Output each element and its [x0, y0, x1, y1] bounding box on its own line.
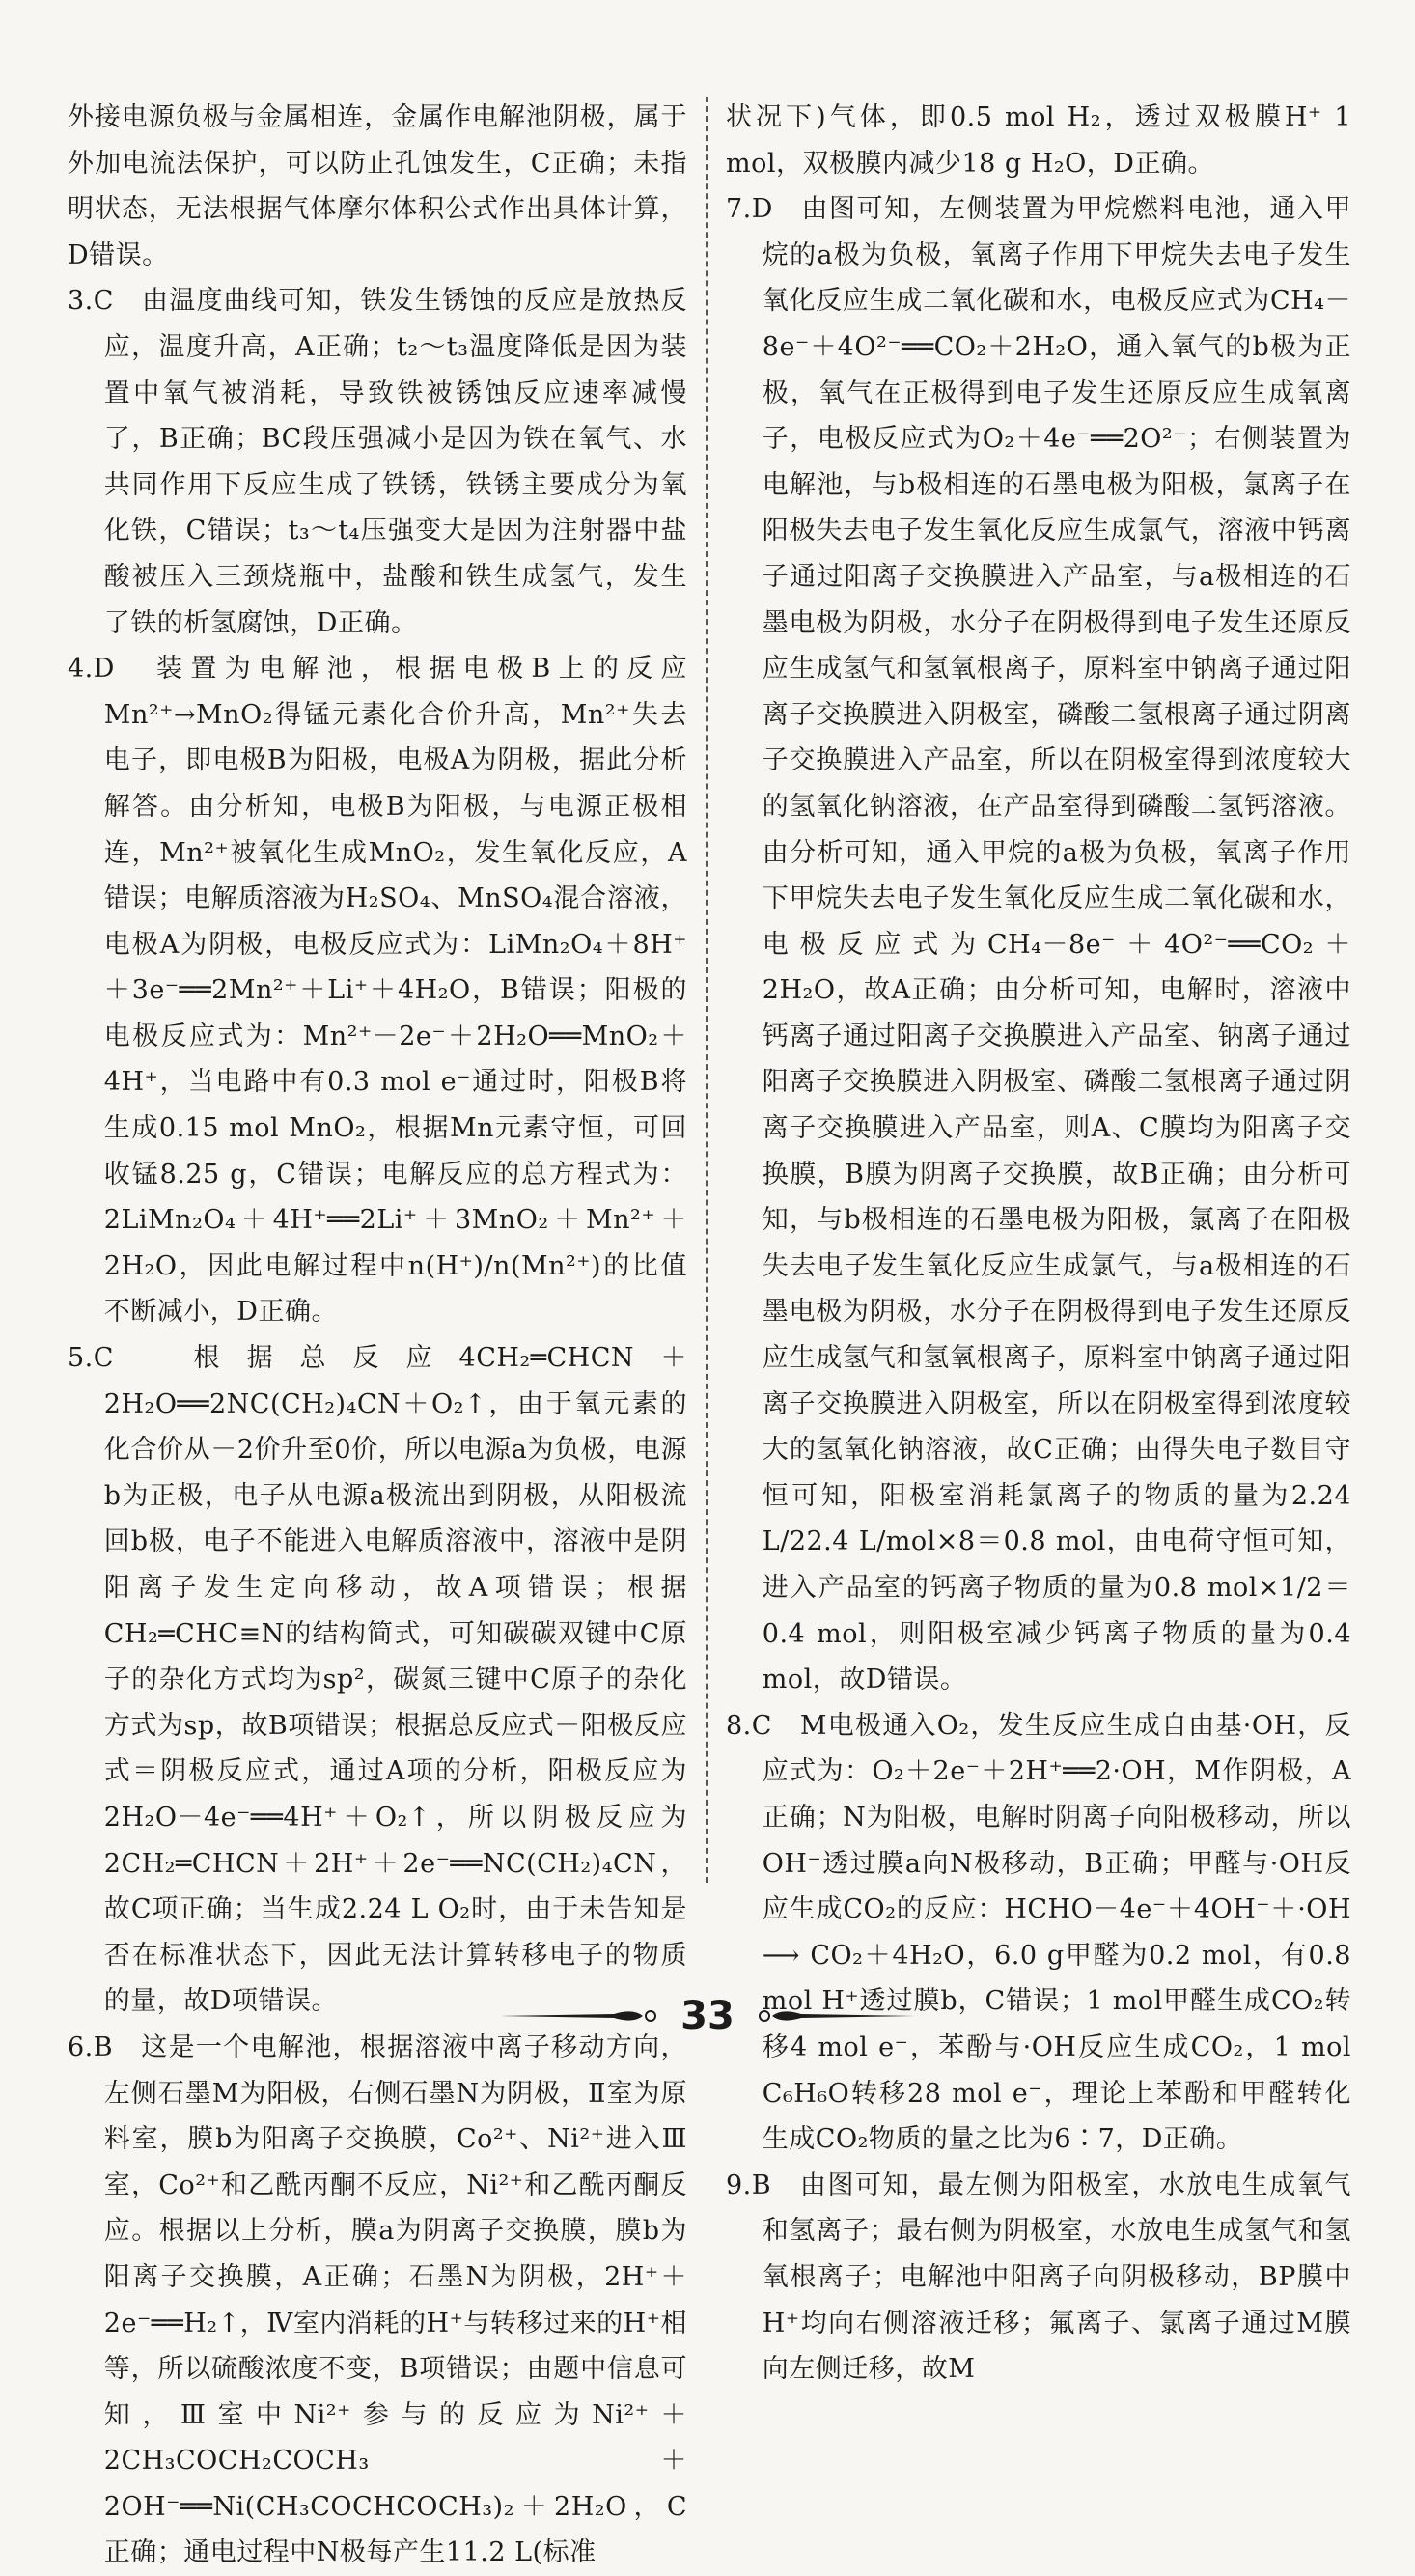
- answer-7: 7.D 由图可知，左侧装置为甲烷燃料电池，通入甲烷的a极为负极，氧离子作用下甲烷失去电子发生氧化反应生成二氧化碳和水，电极反应式为CH₄－8e⁻＋4O²⁻══CO₂＋2H₂O，通入氧气的b极为正极，氧气在正极得到电子发生还原反应生成氧离子，电极反应式为O₂＋4e⁻══2O²⁻；右侧装置为电解池，与b极相连的石墨电极为阳极，氯离子在阳极失去电子发生氧化反应生成氯气，溶液中钙离子通过阳离子交换膜进入产品室，与a极相连的石墨电极为阴极，水分子在阴极得到电子发生还原反应生成氢气和氢氧根离子，原料室中钠离子通过阳离子交换膜进入阴极室，磷酸二氢根离子通过阴离子交换膜进入产品室，所以在阴极室得到浓度较大的氢氧化钠溶液，在产品室得到磷酸二氢钙溶液。由分析可知，通入甲烷的a极为负极，氧离子作用下甲烷失去电子发生氧化反应生成二氧化碳和水，电极反应式为CH₄－8e⁻＋4O²⁻══CO₂＋2H₂O，故A正确；由分析可知，电解时，溶液中钙离子通过阳离子交换膜进入产品室、钠离子通过阳离子交换膜进入阴极室、磷酸二氢根离子通过阴离子交换膜进入产品室，则A、C膜均为阳离子交换膜，B膜为阴离子交换膜，故B正确；由分析可知，与b极相连的石墨电极为阳极，氯离子在阳极失去电子发生氧化反应生成氯气，与a极相连的石墨电极为阴极，水分子在阴极得到电子发生还原反应生成氢气和氢氧根离子，原料室中钠离子通过阳离子交换膜进入阴极室，所以在阴极室得到浓度较大的氢氧化钠溶液，故C正确；由得失电子数目守恒可知，阳极室消耗氯离子的物质的量为2.24 L/22.4 L/mol×8＝0.8 mol，由电荷守恒可知，进入产品室的钙离子物质的量为0.8 mol×1/2＝0.4 mol，则阳极室减少钙离子物质的量为0.4 mol，故D错误。: [726, 194, 1351, 1695]
- answer-6: 6.B 这是一个电解池，根据溶液中离子移动方向，左侧石墨M为阳极，右侧石墨N为阴极，Ⅱ室为原料室，膜b为阳离子交换膜，Co²⁺、Ni²⁺进入Ⅲ室，Co²⁺和乙酰丙酮不反应，Ni²⁺和乙酰丙酮反应。根据以上分析，膜a为阴离子交换膜，膜b为阳离子交换膜，A正确；石墨N为阴极，2H⁺＋2e⁻══H₂↑，Ⅳ室内消耗的H⁺与转移过来的H⁺相等，所以硫酸浓度不变，B项错误；由题中信息可知，Ⅲ室中Ni²⁺参与的反应为Ni²⁺＋2CH₃COCH₂COCH₃＋2OH⁻══Ni(CH₃COCHCOCH₃)₂＋2H₂O，C正确；通电过程中N极每产生11.2 L(标准: [68, 2031, 687, 2568]
- answer-continuation-right: 状况下)气体，即0.5 mol H₂，透过双极膜H⁺ 1 mol，双极膜内减少18 g H₂O，D正确。: [726, 102, 1351, 179]
- answer-8: 8.C M电极通入O₂，发生反应生成自由基·OH，反应式为：O₂＋2e⁻＋2H⁺══2·OH，M作阴极，A正确；N为阳极，电解时阴离子向阳极移动，所以OH⁻透过膜a向N极移动，B正确；甲醛与·OH反应生成CO₂的反应：HCHO－4e⁻＋4OH⁻＋·OH ⟶ CO₂＋4H₂O，6.0 g甲醛为0.2 mol，有0.8 mol H⁺透过膜b，C错误；1 mol甲醛生成CO₂转移4 mol e⁻，苯酚与·OH反应生成CO₂，1 mol C₆H₆O转移28 mol e⁻，理论上苯酚和甲醛转化生成CO₂物质的量之比为6∶7，D正确。: [726, 1710, 1351, 2155]
- column-divider: [706, 97, 708, 1883]
- answer-3: 3.C 由温度曲线可知，铁发生锈蚀的反应是放热反应，温度升高，A正确；t₂～t₃温度降低是因为装置中氧气被消耗，导致铁被锈蚀反应速率减慢了，B正确；BC段压强减小是因为铁在氧气、水共同作用下反应生成了铁锈，铁锈主要成分为氧化铁，C错误；t₃～t₄压强变大是因为注射器中盐酸被压入三颈烧瓶中，盐酸和铁生成氢气，发生了铁的析氢腐蚀，D正确。: [68, 286, 687, 638]
- right-column: [726, 95, 1351, 2393]
- page-number: 33: [680, 1994, 735, 2038]
- answer-4: 4.D 装置为电解池，根据电极B上的反应Mn²⁺→MnO₂得锰元素化合价升高，Mn²⁺失去电子，即电极B为阳极，电极A为阴极，据此分析解答。由分析知，电极B为阳极，与电源正极相连，Mn²⁺被氧化生成MnO₂，发生氧化反应，A错误；电解质溶液为H₂SO₄、MnSO₄混合溶液，电极A为阴极，电极反应式为：LiMn₂O₄＋8H⁺＋3e⁻══2Mn²⁺＋Li⁺＋4H₂O，B错误；阳极的电极反应式为：Mn²⁺－2e⁻＋2H₂O══MnO₂＋4H⁺，当电路中有0.3 mol e⁻通过时，阳极B将生成0.15 mol MnO₂，根据Mn元素守恒，可回收锰8.25 g，C错误；电解反应的总方程式为：2LiMn₂O₄＋4H⁺══2Li⁺＋3MnO₂＋Mn²⁺＋2H₂O，因此电解过程中n(H⁺)/n(Mn²⁺)的比值不断减小，D正确。: [68, 654, 687, 1328]
- answer-9: 9.B 由图可知，最左侧为阳极室，水放电生成氧气和氢离子；最右侧为阴极室，水放电生成氢气和氢氧根离子；电解池中阳离子向阴极移动，BP膜中H⁺均向右侧溶液迁移；氟离子、氯离子通过M膜向左侧迁移，故M: [726, 2170, 1351, 2385]
- page-footer: [0, 1994, 1415, 2038]
- answer-5: 5.C 根据总反应4CH₂═CHCN＋2H₂O══2NC(CH₂)₄CN＋O₂↑，由于氧元素的化合价从－2价升至0价，所以电源a为负极，电源b为正极，电子从电源a极流出到阴极，从阳极流回b极，电子不能进入电解质溶液中，溶液中是阴阳离子发生定向移动，故A项错误；根据CH₂═CHC≡N的结构简式，可知碳碳双键中C原子的杂化方式均为sp²，碳氮三键中C原子的杂化方式为sp，故B项错误；根据总反应式－阳极反应式＝阴极反应式，通过A项的分析，阳极反应为2H₂O－4e⁻══4H⁺＋O₂↑，所以阴极反应为2CH₂═CHCN＋2H⁺＋2e⁻══NC(CH₂)₄CN，故C项正确；当生成2.24 L O₂时，由于未告知是否在标准状态下，因此无法计算转移电子的物质的量，故D项错误。: [68, 1343, 687, 2017]
- left-column: [68, 95, 687, 2576]
- right-ornament-icon: [753, 2004, 917, 2028]
- left-ornament-icon: [498, 2004, 662, 2028]
- answer-continuation-left: 外接电源负极与金属相连，金属作电解池阴极，属于外加电流法保护，可以防止孔蚀发生，C正确；未指明状态，无法根据气体摩尔体积公式作出具体计算，D错误。: [68, 102, 687, 270]
